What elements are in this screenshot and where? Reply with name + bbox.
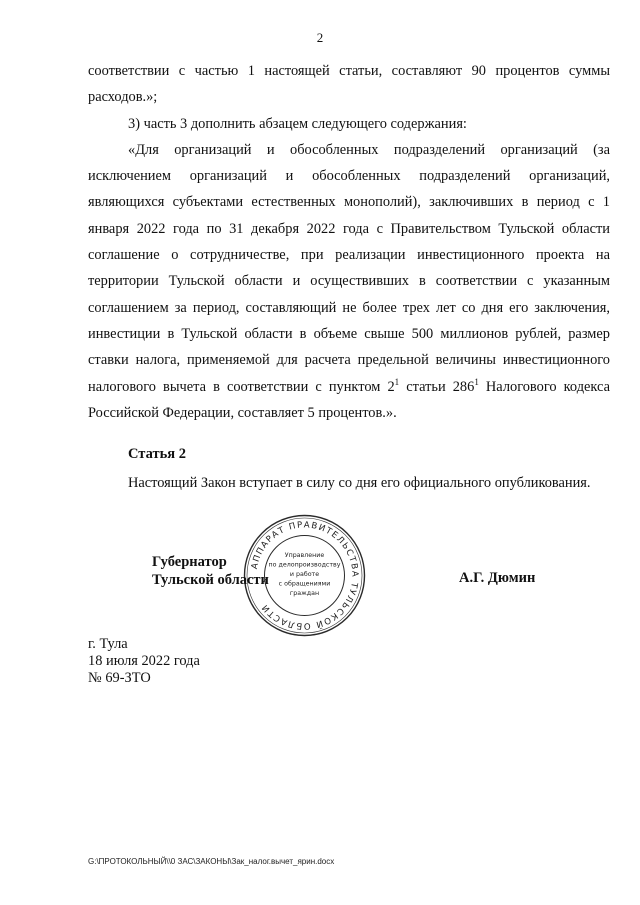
seal-line-1: Управление (284, 552, 325, 559)
signatory-name: А.Г. Дюмин (459, 570, 536, 586)
date: 18 июля 2022 года (88, 653, 200, 669)
amendment-text-main: «Для организаций и обособленных подразделений организаций (за исключением организаций и обособленных подразделений организаций, являющихся субъектами естественных монополий), заключивших в период с 1 января 2022 года по 31 декабря 2022 года с Правительством Тульской области соглашение о сотрудничестве, при реализации инвестиционного проекта на территории Тульской области и осуществивших в соответствии с указанным соглашением за период, составляющий не более трех лет со дня его заключения, инвестиции в Тульской области в объеме свыше 500 миллионов рублей, размер ставки налога, применяемой для расчета предельной величины инвестиционного налогового вычета в соответствии с пунктом 2 (88, 141, 610, 395)
paragraph-amendment-intro: 3) часть 3 дополнить абзацем следующего содержания: (128, 115, 467, 132)
article-heading: Статья 2 (128, 446, 186, 462)
signatory-title (152, 553, 269, 589)
seal-ring-text: АППАРАТ ПРАВИТЕЛЬСТВА ТУЛЬСКОЙ ОБЛАСТИ (249, 520, 360, 631)
place-date-block (88, 636, 200, 687)
paragraph-continuation: соответствии с частью 1 настоящей статьи, составляют 90 процентов суммы расходов.»; (88, 63, 610, 106)
paragraph-amendment-text (88, 137, 610, 426)
signatory-title-line-1: Губернатор (152, 554, 227, 570)
seal-line-5: граждан (289, 590, 320, 597)
seal-line-2: по делопроизводству (268, 561, 341, 569)
amendment-text-article: статьи 286 (399, 378, 475, 395)
place: г. Тула (88, 636, 128, 652)
page-number: 2 (316, 30, 324, 45)
seal-line-4: с обращениями (278, 580, 331, 588)
superscript-2: 1 (474, 376, 479, 387)
document-body (88, 58, 610, 426)
article-text: Настоящий Закон вступает в силу со дня его официального опубликования. (128, 475, 591, 491)
superscript-1: 1 (394, 376, 400, 387)
article-body (88, 470, 610, 496)
seal-line-3: и работе (289, 571, 320, 578)
law-number: № 69-ЗТО (88, 670, 151, 686)
signatory-title-line-2: Тульской области (152, 572, 269, 588)
file-path-footer: G:\ПРОТОКОЛЬНЫЙ\\0 ЗАС\ЗАКОНЫ\Зак_налог.вычет_ярин.docx (88, 857, 335, 866)
amendment-text-end: Налогового кодекса Российской Федерации, составляет 5 процентов.». (88, 378, 610, 421)
